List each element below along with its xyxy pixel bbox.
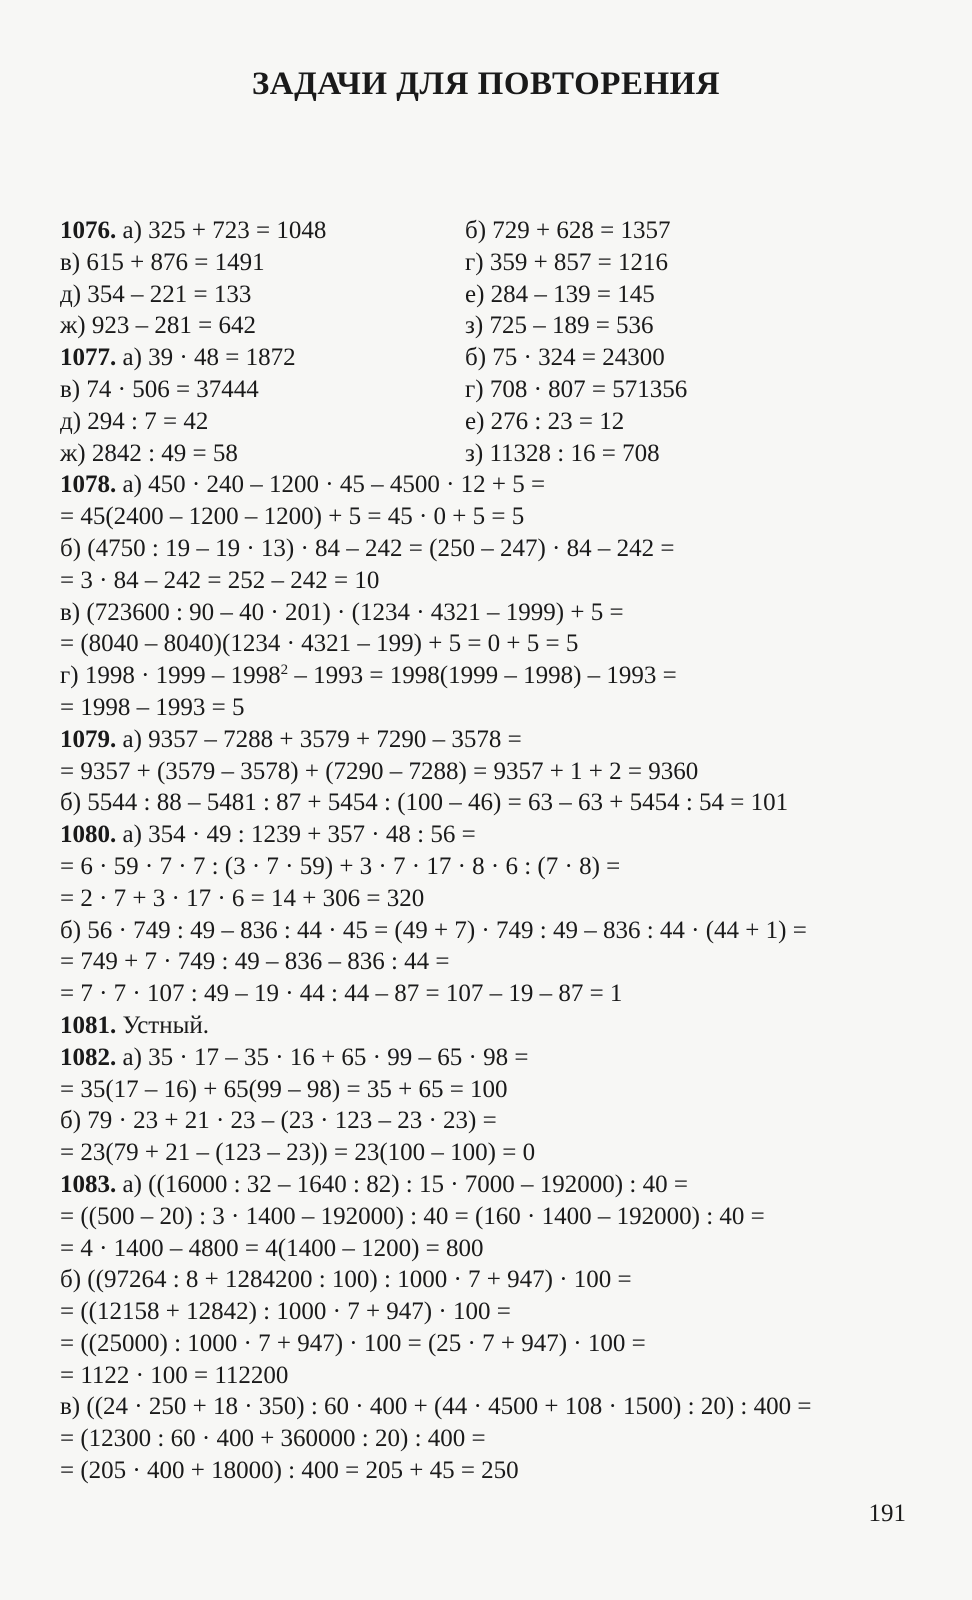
solution-text: а) 9357 – 7288 + 3579 + 7290 – 3578 = [116, 725, 522, 753]
solution-text: а) 450 · 240 – 1200 · 45 – 4500 · 12 + 5 = [116, 471, 546, 499]
solution-line [60, 247, 940, 279]
solution-text: = 45(2400 – 1200 – 1200) + 5 = 45 · 0 + 5 = 5 [60, 503, 525, 531]
solution-text: б) 56 · 749 : 49 – 836 : 44 · 45 = (49 + 7) · 749 : 49 – 836 : 44 · (44 + 1) = [60, 916, 807, 944]
solution-line [60, 1328, 940, 1360]
solution-text: = 23(79 + 21 – (123 – 23)) = 23(100 – 100) = 0 [60, 1139, 536, 1167]
solution-line [60, 342, 940, 374]
solution-line [60, 819, 940, 851]
solution-text: д) 354 – 221 = 133 [60, 280, 252, 308]
solution-text: а) ((16000 : 32 – 1640 : 82) : 15 · 7000 – 192000) : 40 = [116, 1170, 688, 1198]
solution-text: а) 35 · 17 – 35 · 16 + 65 · 99 – 65 · 98 = [116, 1043, 529, 1071]
solution-line [60, 565, 940, 597]
problem-number: 1083. [60, 1170, 117, 1198]
solution-text-column2: б) 729 + 628 = 1357 [465, 217, 671, 244]
solution-text: а) 39 · 48 = 1872 [116, 344, 296, 372]
solution-line [60, 946, 940, 978]
solution-text: = 4 · 1400 – 4800 = 4(1400 – 1200) = 800 [60, 1234, 484, 1262]
solution-text: = 1998 – 1993 = 5 [60, 693, 245, 721]
solution-text: = 35(17 – 16) + 65(99 – 98) = 35 + 65 = 100 [60, 1075, 508, 1103]
problem-number: 1081. [60, 1011, 117, 1039]
solution-text: = 2 · 7 + 3 · 17 · 6 = 14 + 306 = 320 [60, 884, 425, 912]
solution-text: = 9357 + (3579 – 3578) + (7290 – 7288) = 9357 + 1 + 2 = 9360 [60, 757, 699, 785]
solution-line [60, 438, 940, 470]
solution-line [60, 215, 940, 247]
solution-text-column2: г) 359 + 857 = 1216 [465, 248, 669, 276]
solution-line [60, 1169, 940, 1201]
solution-text: в) 615 + 876 = 1491 [60, 248, 265, 276]
solution-text: б) 79 · 23 + 21 · 23 – (23 · 123 – 23 · 23) = [60, 1107, 497, 1135]
solution-line [60, 1423, 940, 1455]
solution-line [60, 692, 940, 724]
solution-text: = 7 · 7 · 107 : 49 – 19 · 44 : 44 – 87 = 107 – 19 – 87 = 1 [60, 980, 623, 1008]
solution-text: = 3 · 84 – 242 = 252 – 242 = 10 [60, 566, 380, 594]
solution-text-column2: з) 11328 : 16 = 708 [465, 439, 660, 467]
solution-text: = (8040 – 8040)(1234 · 4321 – 199) + 5 = 0 + 5 = 5 [60, 630, 579, 658]
solution-text: б) 5544 : 88 – 5481 : 87 + 5454 : (100 – 46) = 63 – 63 + 5454 : 54 = 101 [60, 789, 789, 817]
solution-line [60, 1233, 940, 1265]
solution-line [60, 1137, 940, 1169]
solution-text: б) ((97264 : 8 + 1284200 : 100) : 1000 · 7 + 947) · 100 = [60, 1266, 632, 1294]
problem-number: 1080. [60, 821, 117, 849]
solution-text: = 1122 · 100 = 112200 [60, 1361, 289, 1389]
solution-line [60, 469, 940, 501]
solution-text-column2: г) 708 · 807 = 571356 [465, 375, 688, 403]
solution-text-column2: з) 725 – 189 = 536 [465, 312, 654, 340]
solution-text: а) 325 + 723 = 1048 [116, 217, 327, 244]
solution-text: = ((12158 + 12842) : 1000 · 7 + 947) · 100 = [60, 1298, 511, 1326]
solution-text: = (205 · 400 + 18000) : 400 = 205 + 45 = 250 [60, 1457, 519, 1485]
solution-line [60, 310, 940, 342]
solution-line [60, 756, 940, 788]
solution-text-column2: е) 284 – 139 = 145 [465, 280, 655, 308]
solution-line [60, 1360, 940, 1392]
solution-text: а) 354 · 49 : 1239 + 357 · 48 : 56 = [116, 821, 476, 849]
problem-number: 1076. [60, 217, 117, 244]
exponent: 2 [280, 662, 289, 679]
page-number: 191 [868, 1500, 906, 1527]
solution-text: = 749 + 7 · 749 : 49 – 836 – 836 : 44 = [60, 948, 450, 976]
solution-text: б) (4750 : 19 – 19 · 13) · 84 – 242 = (250 – 247) · 84 – 242 = [60, 534, 675, 562]
solution-text: д) 294 : 7 = 42 [60, 407, 209, 435]
solution-line [60, 374, 940, 406]
solution-text: = ((500 – 20) : 3 · 1400 – 192000) : 40 = (160 · 1400 – 192000) : 40 = [60, 1202, 765, 1230]
solution-line [60, 628, 940, 660]
problem-number: 1078. [60, 471, 117, 499]
solution-line [60, 501, 940, 533]
problem-number: 1077. [60, 344, 117, 372]
solution-line [60, 597, 940, 629]
solution-line [60, 1105, 940, 1137]
solution-line [60, 1296, 940, 1328]
solution-line [60, 978, 940, 1010]
solution-text: = ((25000) : 1000 · 7 + 947) · 100 = (25 · 7 + 947) · 100 = [60, 1329, 646, 1357]
solution-line [60, 915, 940, 947]
solution-line [60, 883, 940, 915]
solution-text-column2: е) 276 : 23 = 12 [465, 407, 625, 435]
solution-line [60, 533, 940, 565]
solution-text: г) 1998 · 1999 – 1998 [60, 662, 281, 690]
solution-text-column2: б) 75 · 324 = 24300 [465, 344, 665, 372]
page-title: ЗАДАЧИ ДЛЯ ПОВТОРЕНИЯ [251, 66, 721, 102]
solution-line [60, 1391, 940, 1423]
solution-line [60, 787, 940, 819]
problem-number: 1082. [60, 1043, 117, 1071]
solution-line [60, 851, 940, 883]
solution-line [60, 660, 940, 692]
solution-line [60, 279, 940, 311]
solution-line [60, 1042, 940, 1074]
solution-line [60, 406, 940, 438]
solution-line [60, 1264, 940, 1296]
problem-number: 1079. [60, 725, 117, 753]
solution-text: ж) 923 – 281 = 642 [60, 312, 256, 340]
solution-text: = 6 · 59 · 7 · 7 : (3 · 7 · 59) + 3 · 7 · 17 · 8 · 6 : (7 · 8) = [60, 852, 621, 880]
solution-text: Устный. [116, 1011, 210, 1039]
solution-line [60, 724, 940, 756]
solution-line [60, 1201, 940, 1233]
solution-line [60, 1010, 940, 1042]
solution-text-continued: – 1993 = 1998(1999 – 1998) – 1993 = [288, 662, 677, 690]
solution-text: в) 74 · 506 = 37444 [60, 375, 259, 403]
solution-text: в) ((24 · 250 + 18 · 350) : 60 · 400 + (44 · 4500 + 108 · 1500) : 20) : 400 = [60, 1393, 812, 1421]
solution-text: в) (723600 : 90 – 40 · 201) · (1234 · 4321 – 1999) + 5 = [60, 598, 624, 626]
solutions-list [60, 215, 940, 1487]
solution-line [60, 1074, 940, 1106]
solution-text: ж) 2842 : 49 = 58 [60, 439, 238, 467]
solution-text: = (12300 : 60 · 400 + 360000 : 20) : 400 = [60, 1425, 486, 1453]
solution-line [60, 1455, 940, 1487]
